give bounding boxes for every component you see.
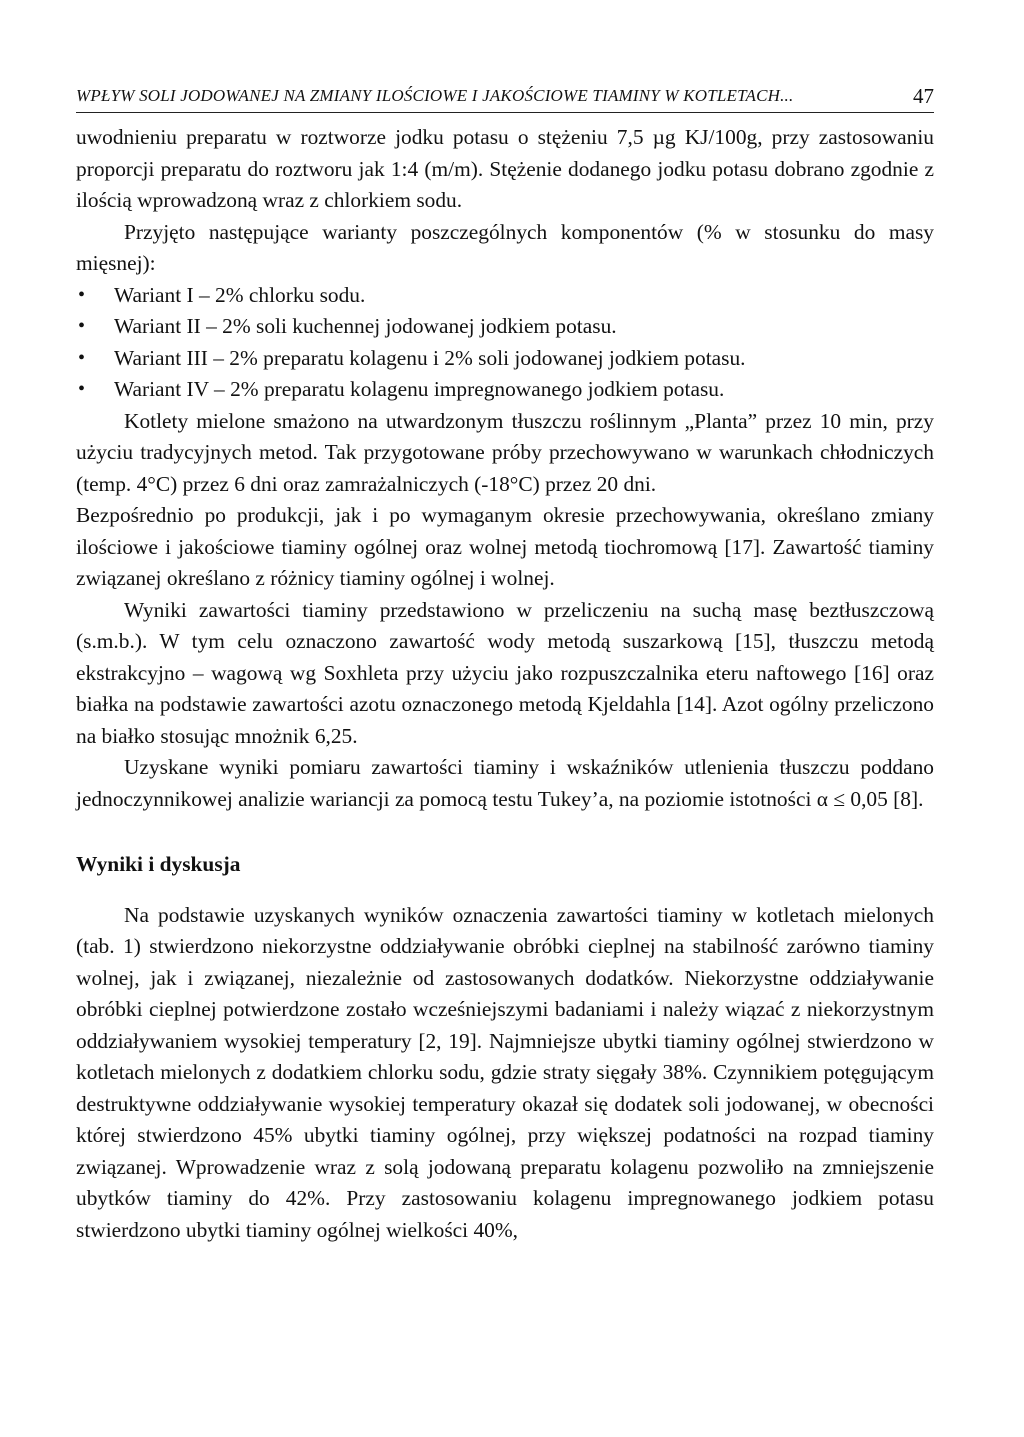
list-item-text: Wariant I – 2% chlorku sodu.	[114, 282, 366, 307]
bullet-icon: •	[78, 283, 86, 306]
body-text	[76, 122, 934, 1246]
list-item	[76, 311, 934, 343]
page-number: 47	[913, 84, 934, 108]
paragraph-4: Bezpośrednio po produkcji, jak i po wymaganym okresie przechowywania, określano zmiany ilościowe i jakościowe tiaminy ogólnej oraz wolnej metodą tiochromową [17]. Zawartość tiaminy związanej określano z różnicy tiaminy ogólnej i wolnej.	[76, 503, 934, 590]
variant-list	[76, 280, 934, 406]
list-item	[76, 374, 934, 406]
paragraph-6: Uzyskane wyniki pomiaru zawartości tiaminy i wskaźników utlenienia tłuszczu poddano jednoczynnikowej analizie wariancji za pomocą testu Tukey’a, na poziomie istotności α ≤ 0,05 [8].	[76, 755, 934, 811]
paragraph-7: Na podstawie uzyskanych wyników oznaczenia zawartości tiaminy w kotletach mielonych (tab. 1) stwierdzono niekorzystne oddziaływanie obróbki cieplnej na stabilność zarówno tiaminy wolnej, jak i związanej, niezależnie od zastosowanych dodatków. Niekorzystne oddziaływanie obróbki cieplnej potwierdzone zostało wcześniejszymi badaniami i należy wiązać z niekorzystnym oddziaływaniem wysokiej temperatury [2, 19]. Najmniejsze ubytki tiaminy ogólnej stwierdzono w kotletach mielonych z dodatkiem chlorku sodu, gdzie straty sięgały 38%. Czynnikiem potęgującym destruktywne oddziaływanie wysokiej temperatury okazał się dodatek soli jodowanej, w obecności której stwierdzono 45% ubytki tiaminy ogólnej, przy większej podatności na rozpad tiaminy związanej. Wprowadzenie wraz z solą jodowaną preparatu kolagenu pozwoliło na zmniejszenie ubytków tiaminy do 42%. Przy zastosowaniu kolagenu impregnowanego jodkiem potasu stwierdzono ubytki tiaminy ogólnej wielkości 40%,	[76, 902, 934, 1242]
section-heading: Wyniki i dyskusja	[76, 852, 241, 876]
running-title: WPŁYW SOLI JODOWANEJ NA ZMIANY ILOŚCIOWE I JAKOŚCIOWE TIAMINY W KOTLETACH...	[76, 86, 794, 105]
paragraph-5: Wyniki zawartości tiaminy przedstawiono w przeliczeniu na suchą masę beztłuszczową (s.m.b.). W tym celu oznaczono zawartość wody metodą suszarkową [15], tłuszczu metodą ekstrakcyjno – wagową wg Soxhleta przy użyciu jako rozpuszczalnika eteru naftowego [16] oraz białka na podstawie zawartości azotu oznaczonego metodą Kjeldahla [14]. Azot ogólny przeliczono na białko stosując mnożnik 6,25.	[76, 597, 934, 748]
paragraph-2: Przyjęto następujące warianty poszczególnych komponentów (% w stosunku do masy mięsnej):	[76, 219, 934, 275]
list-item	[76, 280, 934, 312]
list-item-text: Wariant IV – 2% preparatu kolagenu impregnowanego jodkiem potasu.	[114, 377, 725, 401]
bullet-icon: •	[78, 378, 86, 400]
list-item-text: Wariant III – 2% preparatu kolagenu i 2% soli jodowanej jodkiem potasu.	[114, 345, 746, 370]
paragraph-3: Kotlety mielone smażono na utwardzonym tłuszczu roślinnym „Planta” przez 10 min, przy użyciu tradycyjnych metod. Tak przygotowane próby przechowywano w warunkach chłodniczych (temp. 4°C) przez 6 dni oraz zamrażalniczych (-18°C) przez 20 dni.	[76, 408, 934, 496]
running-header	[76, 84, 934, 113]
bullet-icon: •	[78, 315, 86, 337]
paragraph-1: uwodnieniu preparatu w roztworze jodku potasu o stężeniu 7,5 µg KJ/100g, przy zastosowaniu proporcji preparatu do roztworu jak 1:4 (m/m). Stężenie dodanego jodku potasu dobrano zgodnie z ilością wprowadzoną wraz z chlorkiem sodu.	[76, 125, 934, 212]
list-item-text: Wariant II – 2% soli kuchennej jodowanej jodkiem potasu.	[114, 314, 617, 338]
list-item	[76, 343, 934, 375]
bullet-icon: •	[78, 346, 86, 369]
